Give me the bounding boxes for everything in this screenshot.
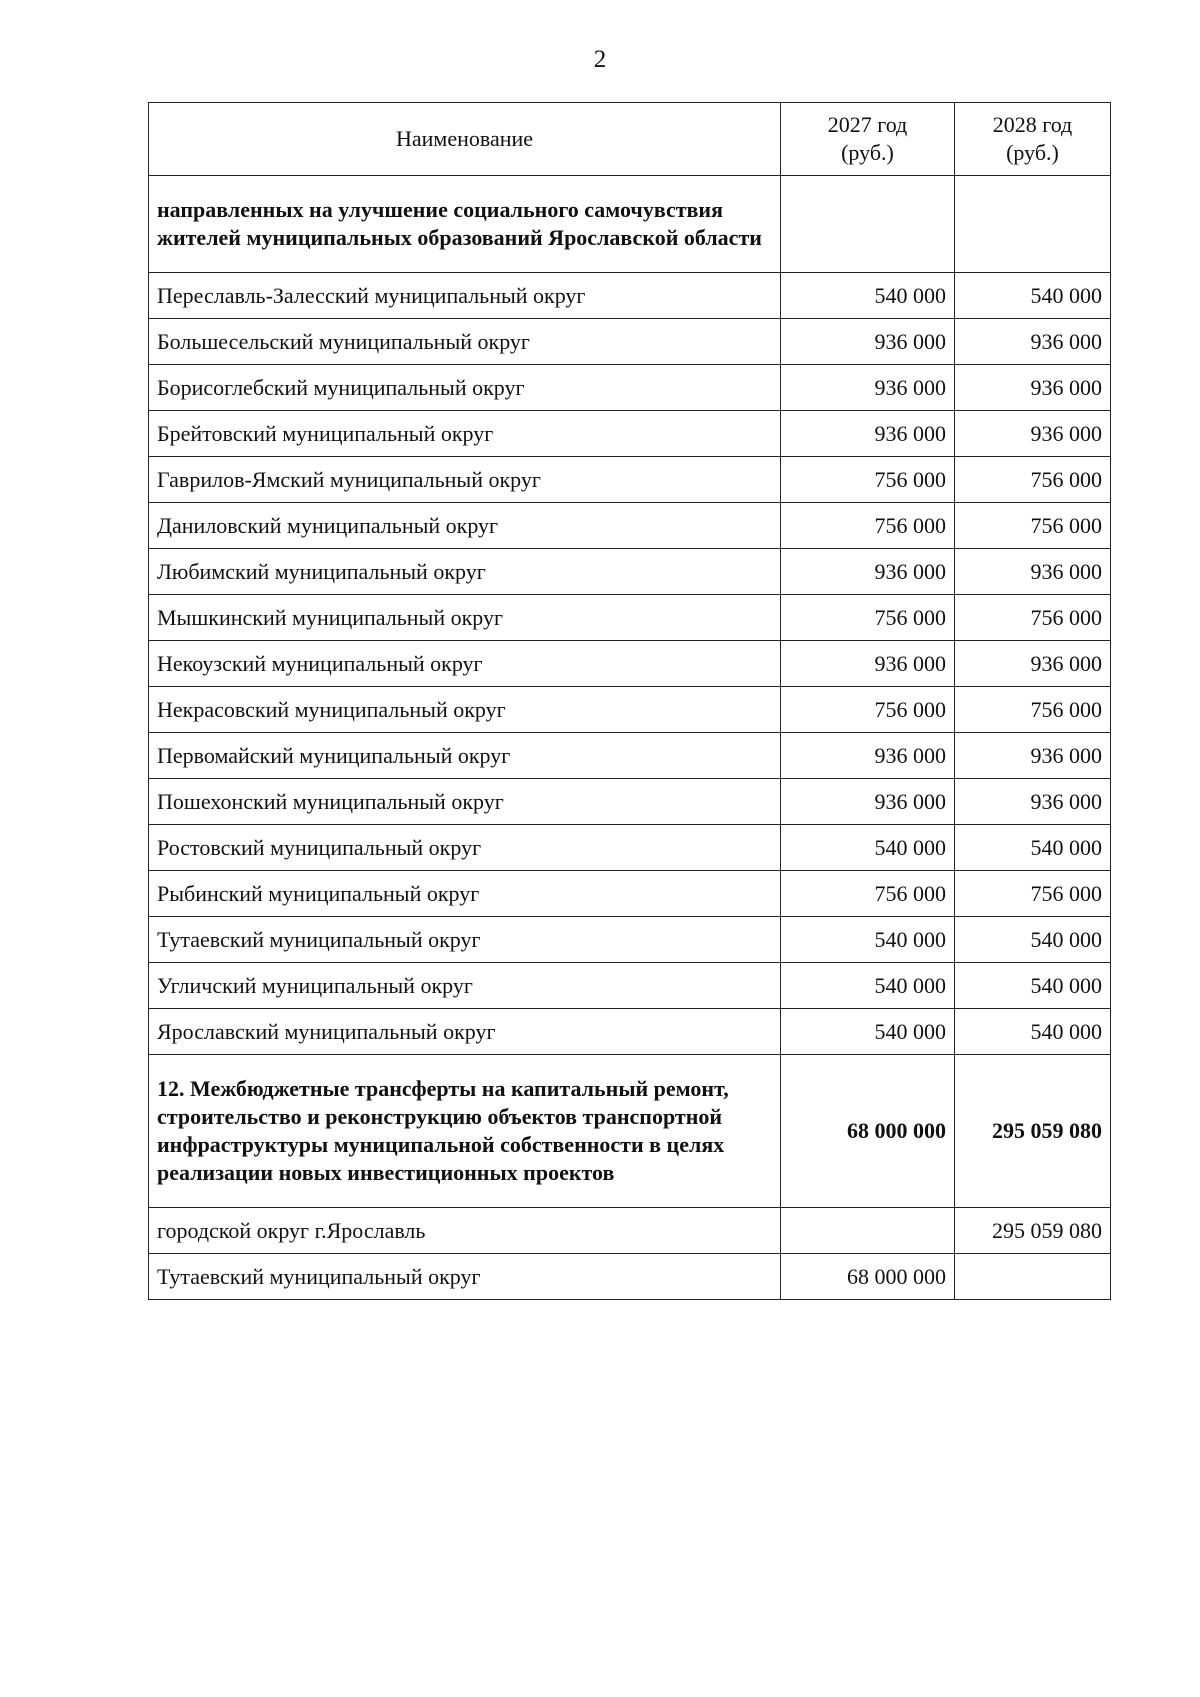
row-2027: 936 000 xyxy=(781,411,955,457)
row-2027: 756 000 xyxy=(781,457,955,503)
row-2028: 540 000 xyxy=(955,917,1111,963)
row-2027: 540 000 xyxy=(781,825,955,871)
row-2027: 540 000 xyxy=(781,1009,955,1055)
table-row xyxy=(149,687,1111,733)
row-2027: 756 000 xyxy=(781,687,955,733)
row-name: Любимский муниципальный округ xyxy=(149,549,781,595)
table-row xyxy=(149,1208,1111,1254)
table-row xyxy=(149,595,1111,641)
table-row xyxy=(149,963,1111,1009)
budget-table xyxy=(148,102,1111,1300)
table-row xyxy=(149,503,1111,549)
row-2028: 540 000 xyxy=(955,273,1111,319)
row-2027: 756 000 xyxy=(781,503,955,549)
table-row xyxy=(149,779,1111,825)
table-row xyxy=(149,365,1111,411)
row-2027: 936 000 xyxy=(781,733,955,779)
table-row xyxy=(149,1254,1111,1300)
row-2027: 756 000 xyxy=(781,595,955,641)
row-2028: 936 000 xyxy=(955,319,1111,365)
row-name: Некрасовский муниципальный округ xyxy=(149,687,781,733)
row-name: Даниловский муниципальный округ xyxy=(149,503,781,549)
page-number: 2 xyxy=(593,46,607,73)
table-row xyxy=(149,733,1111,779)
row-name: Мышкинский муниципальный округ xyxy=(149,595,781,641)
header-2027-unit: (руб.) xyxy=(841,140,894,165)
table-row xyxy=(149,1009,1111,1055)
table-row xyxy=(149,825,1111,871)
row-2028: 756 000 xyxy=(955,687,1111,733)
header-2028 xyxy=(955,103,1111,176)
row-2027: 936 000 xyxy=(781,779,955,825)
section-continuation-title: направленных на улучшение социального самочувствия жителей муниципальных образований Ярославской области xyxy=(149,176,781,273)
row-2028 xyxy=(955,1254,1111,1300)
row-2027: 68 000 000 xyxy=(781,1254,955,1300)
section-12-2027: 68 000 000 xyxy=(781,1055,955,1208)
row-2028: 936 000 xyxy=(955,549,1111,595)
row-name: Первомайский муниципальный округ xyxy=(149,733,781,779)
table-header-row xyxy=(149,103,1111,176)
row-name: Рыбинский муниципальный округ xyxy=(149,871,781,917)
row-2027: 756 000 xyxy=(781,871,955,917)
row-2028: 936 000 xyxy=(955,779,1111,825)
section-continuation-row xyxy=(149,176,1111,273)
section-12-2028: 295 059 080 xyxy=(955,1055,1111,1208)
table-row xyxy=(149,319,1111,365)
row-2028: 756 000 xyxy=(955,595,1111,641)
row-2027 xyxy=(781,1208,955,1254)
header-2027-year: 2027 год xyxy=(827,112,908,137)
row-name: Тутаевский муниципальный округ xyxy=(149,917,781,963)
section-12-title: 12. Межбюджетные трансферты на капитальный ремонт, строительство и реконструкцию объектов транспортной инфраструктуры муниципальной собственности в целях реализации новых инвестиционных проектов xyxy=(149,1055,781,1208)
table-row xyxy=(149,549,1111,595)
table-row xyxy=(149,917,1111,963)
row-2027: 540 000 xyxy=(781,963,955,1009)
row-name: Переславль-Залесский муниципальный округ xyxy=(149,273,781,319)
row-name: Брейтовский муниципальный округ xyxy=(149,411,781,457)
header-2028-unit: (руб.) xyxy=(1006,140,1059,165)
table-row xyxy=(149,411,1111,457)
row-2028: 540 000 xyxy=(955,825,1111,871)
row-name: Ростовский муниципальный округ xyxy=(149,825,781,871)
row-name: Борисоглебский муниципальный округ xyxy=(149,365,781,411)
row-name: Гаврилов-Ямский муниципальный округ xyxy=(149,457,781,503)
row-2027: 936 000 xyxy=(781,319,955,365)
row-2028: 756 000 xyxy=(955,503,1111,549)
row-name: городской округ г.Ярославль xyxy=(149,1208,781,1254)
section-continuation-2027 xyxy=(781,176,955,273)
row-2028: 756 000 xyxy=(955,457,1111,503)
table-row xyxy=(149,871,1111,917)
section-12-row xyxy=(149,1055,1111,1208)
row-2027: 936 000 xyxy=(781,365,955,411)
row-2028: 756 000 xyxy=(955,871,1111,917)
row-name: Пошехонский муниципальный округ xyxy=(149,779,781,825)
row-2027: 540 000 xyxy=(781,917,955,963)
header-2027 xyxy=(781,103,955,176)
row-2028: 540 000 xyxy=(955,1009,1111,1055)
row-name: Некоузский муниципальный округ xyxy=(149,641,781,687)
row-2028: 936 000 xyxy=(955,641,1111,687)
row-2027: 540 000 xyxy=(781,273,955,319)
header-name: Наименование xyxy=(149,103,781,176)
row-name: Тутаевский муниципальный округ xyxy=(149,1254,781,1300)
table-row xyxy=(149,273,1111,319)
header-2028-year: 2028 год xyxy=(992,112,1073,137)
section-continuation-2028 xyxy=(955,176,1111,273)
row-2028: 295 059 080 xyxy=(955,1208,1111,1254)
row-2028: 936 000 xyxy=(955,733,1111,779)
row-2027: 936 000 xyxy=(781,641,955,687)
row-name: Большесельский муниципальный округ xyxy=(149,319,781,365)
table-row xyxy=(149,641,1111,687)
row-name: Ярославский муниципальный округ xyxy=(149,1009,781,1055)
row-2028: 936 000 xyxy=(955,411,1111,457)
row-2028: 540 000 xyxy=(955,963,1111,1009)
row-2027: 936 000 xyxy=(781,549,955,595)
table-row xyxy=(149,457,1111,503)
row-name: Угличский муниципальный округ xyxy=(149,963,781,1009)
row-2028: 936 000 xyxy=(955,365,1111,411)
